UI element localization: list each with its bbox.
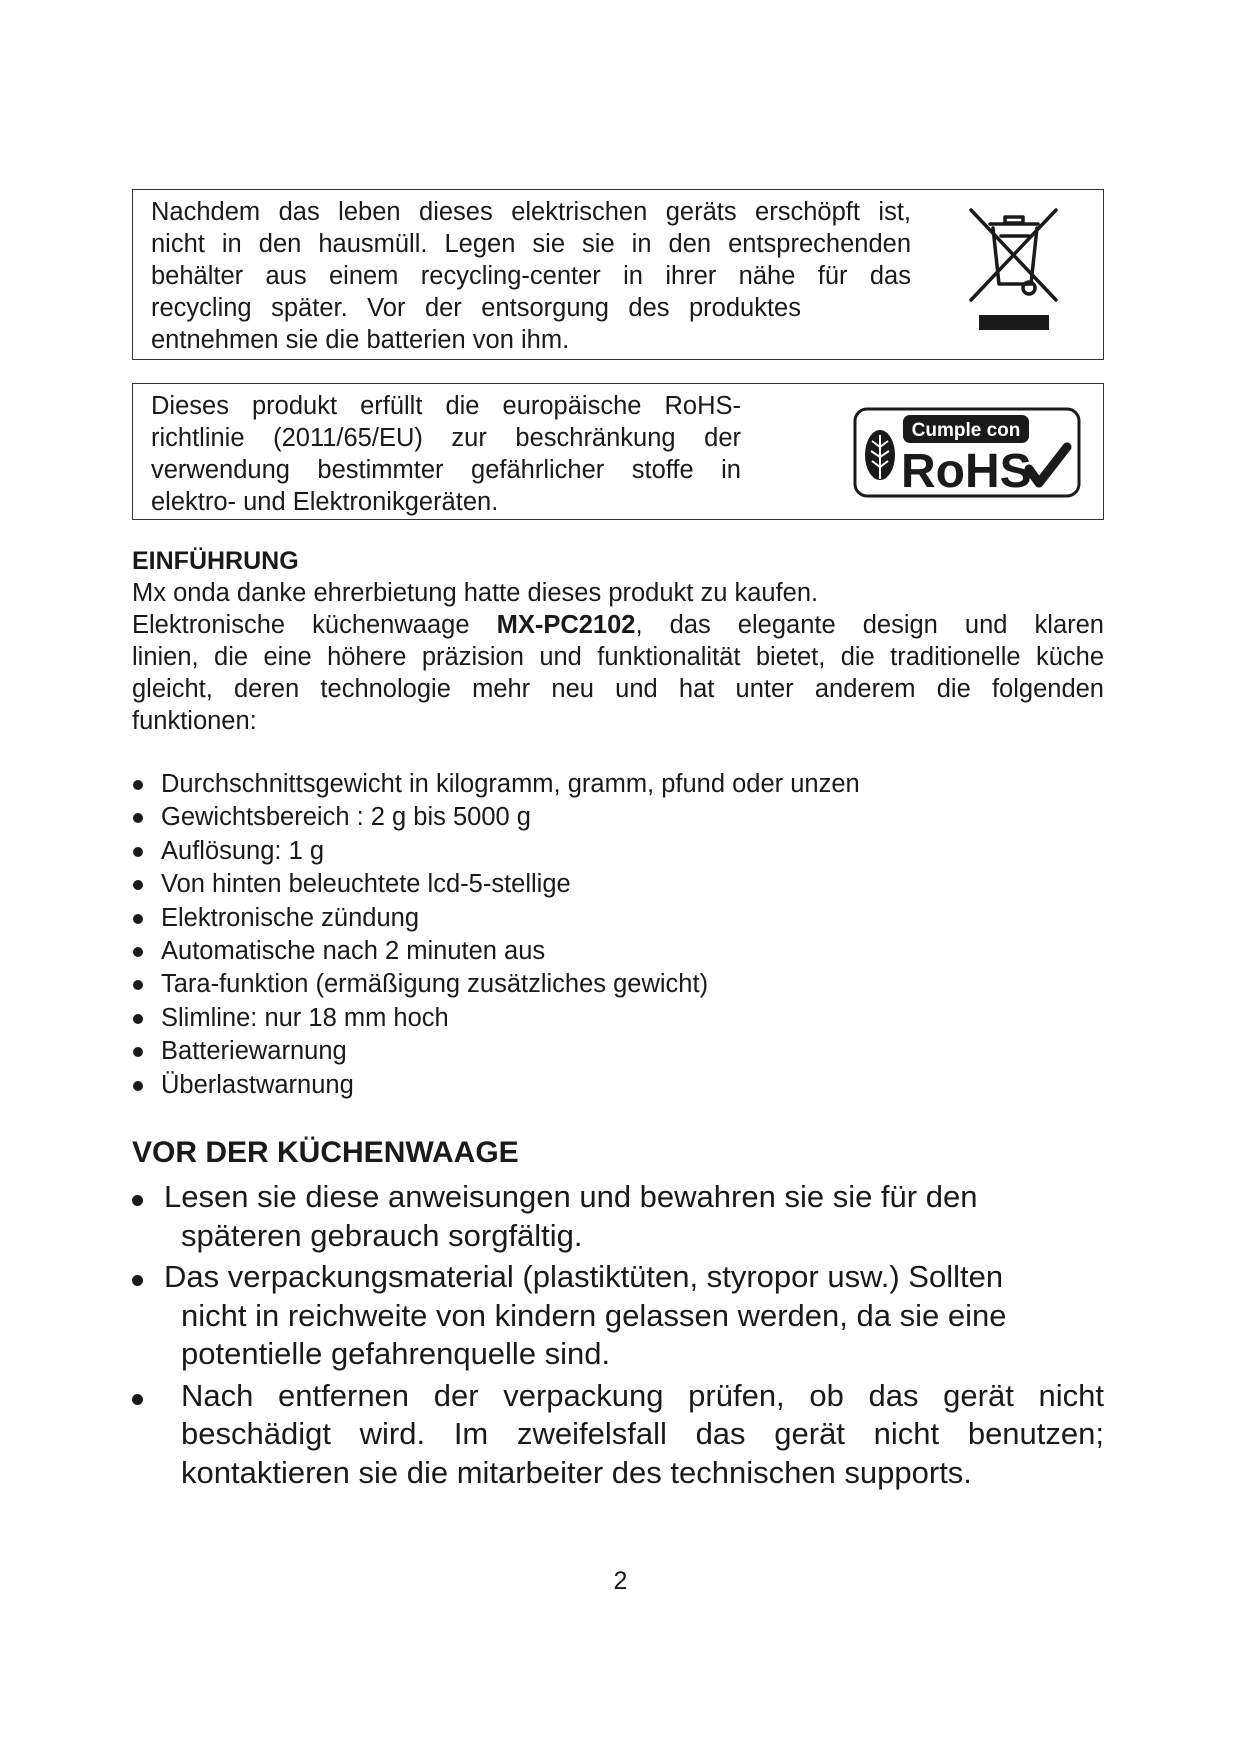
- before-use-item: [132, 1258, 1104, 1374]
- before-use-list: [132, 1178, 1104, 1492]
- crossed-out-wheelie-bin-icon: [959, 202, 1069, 342]
- intro-prefix: Elektronische küchenwaage: [132, 611, 497, 639]
- before-use-heading: VOR DER KÜCHENWAAGE: [132, 1136, 519, 1169]
- weee-line: entnehmen sie die batterien von ihm.: [151, 326, 570, 354]
- weee-line: recycling später. Vor der entsorgung des produktes: [151, 294, 801, 322]
- rohs-line: verwendung bestimmter gefährlicher stoffe in: [151, 456, 741, 484]
- feature-item: Überlastwarnung: [132, 1069, 860, 1102]
- feature-item: Slimline: nur 18 mm hoch: [132, 1002, 860, 1035]
- feature-item: Automatische nach 2 minuten aus: [132, 935, 860, 968]
- weee-notice-box: [132, 189, 1104, 360]
- feature-item: Batteriewarnung: [132, 1035, 860, 1068]
- before-use-item: [132, 1377, 1104, 1493]
- feature-item: Auflösung: 1 g: [132, 835, 860, 868]
- rohs-badge-top-text: Cumple con: [911, 420, 1021, 441]
- before-use-line: Das verpackungsmaterial (plastiktüten, styropor usw.) Sollten: [164, 1259, 1004, 1294]
- feature-item: Gewichtsbereich : 2 g bis 5000 g: [132, 801, 860, 834]
- intro-line: gleicht, deren technologie mehr neu und hat unter anderem die folgenden: [132, 675, 1104, 703]
- model-number: MX-PC2102: [496, 611, 636, 639]
- before-use-line: potentielle gefahrenquelle sind.: [181, 1336, 611, 1371]
- before-use-line: Nach entfernen der verpackung prüfen, ob das gerät nicht: [181, 1377, 1104, 1413]
- intro-heading: EINFÜHRUNG: [132, 547, 299, 575]
- feature-item: Tara-funktion (ermäßigung zusätzliches gewicht): [132, 968, 860, 1001]
- features-list: [132, 768, 860, 1102]
- intro-line: linien, die eine höhere präzision und funktionalität bietet, die traditionelle küche: [132, 643, 1104, 671]
- before-use-line: späteren gebrauch sorgfältig.: [181, 1217, 583, 1253]
- rohs-notice-box: [132, 383, 1104, 520]
- feature-item: Von hinten beleuchtete lcd-5-stellige: [132, 868, 860, 901]
- intro-suffix: , das elegante design und klaren: [635, 611, 1104, 639]
- intro-line: [132, 609, 1104, 641]
- intro-paragraph: [132, 609, 1104, 737]
- before-use-line: Lesen sie diese anweisungen und bewahren sie sie für den: [164, 1179, 978, 1214]
- rohs-leaf-check-icon: [865, 430, 895, 480]
- weee-line: behälter aus einem recycling-center in ihrer nähe für das: [151, 262, 911, 290]
- before-use-line: nicht in reichweite von kindern gelassen werden, da sie eine: [181, 1297, 1007, 1333]
- weee-line: nicht in den hausmüll. Legen sie sie in den entsprechenden: [151, 230, 911, 258]
- rohs-badge-main-text: RoHS: [901, 445, 1032, 498]
- rohs-compliance-badge: [853, 407, 1081, 498]
- weee-line: Nachdem das leben dieses elektrischen geräts erschöpft ist,: [151, 198, 911, 226]
- before-use-line: beschädigt wird. Im zweifelsfall das gerät nicht benutzen;: [181, 1416, 1104, 1451]
- rohs-line: Dieses produkt erfüllt die europäische RoHS-: [151, 392, 741, 420]
- intro-thanks-line: Mx onda danke ehrerbietung hatte dieses produkt zu kaufen.: [132, 579, 819, 607]
- page-number: 2: [613, 1567, 628, 1595]
- rohs-notice-text: [151, 390, 741, 518]
- intro-line: funktionen:: [132, 707, 257, 735]
- weee-notice-text: [151, 196, 911, 356]
- rohs-line: elektro- und Elektronikgeräten.: [151, 488, 499, 516]
- rohs-line: richtlinie (2011/65/EU) zur beschränkung der: [151, 424, 741, 452]
- feature-item: Elektronische zündung: [132, 902, 860, 935]
- feature-item: Durchschnittsgewicht in kilogramm, gramm, pfund oder unzen: [132, 768, 860, 801]
- before-use-line: kontaktieren sie die mitarbeiter des technischen supports.: [181, 1454, 972, 1490]
- before-use-item: [132, 1178, 1104, 1255]
